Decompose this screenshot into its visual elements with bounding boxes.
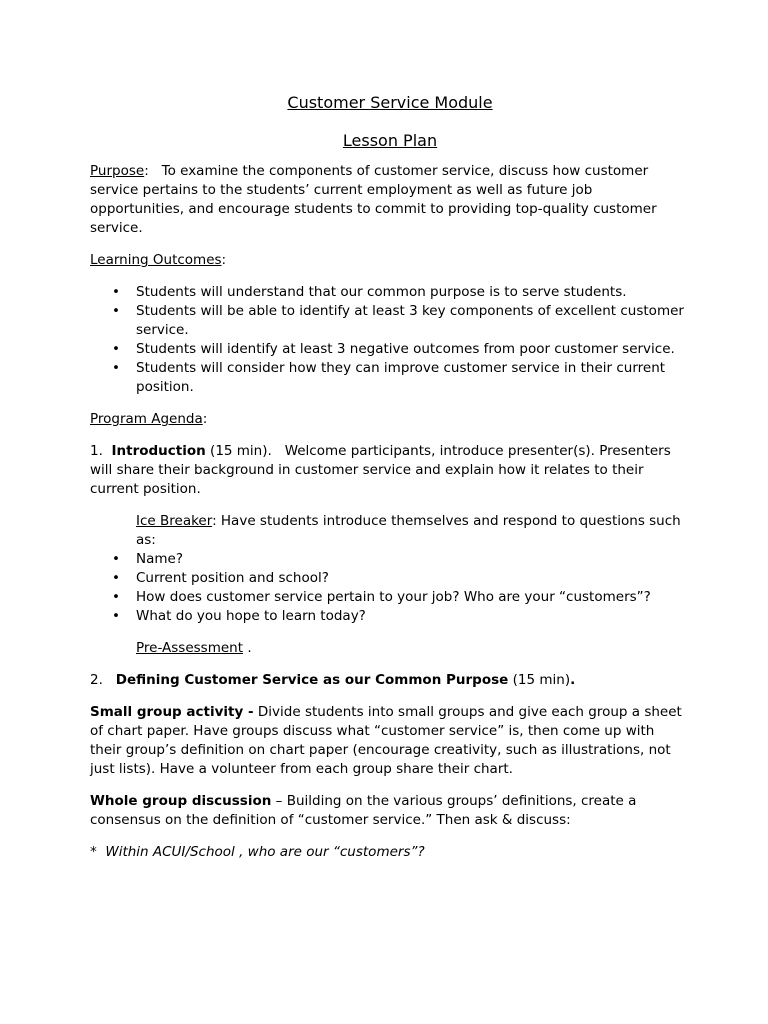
learning-outcomes-colon: : xyxy=(221,252,227,268)
icebreaker-paragraph xyxy=(136,512,690,550)
purpose-paragraph xyxy=(90,162,690,238)
program-agenda-label: Program Agenda xyxy=(90,411,203,427)
discussion-question xyxy=(90,843,690,862)
pre-assessment-label: Pre-Assessment xyxy=(136,640,244,656)
learning-outcomes-label: Learning Outcomes xyxy=(90,252,222,268)
list-item: • Current position and school? xyxy=(136,569,690,588)
small-group-label: Small group activity - xyxy=(90,704,254,720)
purpose-colon: : xyxy=(144,163,149,179)
section-2-duration: (15 min) xyxy=(512,672,571,688)
small-group-paragraph xyxy=(90,703,690,779)
list-item: • Name? xyxy=(136,550,690,569)
purpose-label: Purpose xyxy=(90,163,145,179)
program-agenda-heading xyxy=(90,410,690,429)
small-group-text: Divide students into small groups and give each group a sheet of chart paper. Have groups discuss what “customer service” is, then come up with their group’s definition on chart paper (encourage creativity, such as illustrations, not just lists). Have a volunteer from each group share their chart. xyxy=(90,704,682,777)
section-1-text: Welcome participants, introduce presenter(s). Presenters will share their background in customer service and explain how it relates to their current position. xyxy=(90,443,671,497)
document-title: Customer Service Module xyxy=(287,93,493,112)
purpose-text: To examine the components of customer service, discuss how customer service pertains to the students’ current employment as well as future job opportunities, and encourage students to commit to providing top-quality customer service. xyxy=(90,163,657,236)
list-item: • Students will identify at least 3 negative outcomes from poor customer service. xyxy=(136,340,690,359)
whole-group-label: Whole group discussion xyxy=(90,793,272,809)
section-1-duration: (15 min). xyxy=(210,443,272,459)
document-body xyxy=(90,92,690,875)
list-item: • Students will be able to identify at least 3 key components of excellent customer service. xyxy=(136,302,690,340)
pre-assessment-paragraph xyxy=(136,639,690,658)
icebreaker-text: : Have students introduce themselves and respond to questions such as: xyxy=(136,513,681,548)
list-item: • Students will understand that our common purpose is to serve students. xyxy=(136,283,690,302)
whole-group-paragraph xyxy=(90,792,690,830)
section-1-number: 1. xyxy=(90,443,103,459)
section-2-heading-paragraph xyxy=(90,671,690,690)
question-text: Within ACUI/School , who are our “customers”? xyxy=(105,844,425,860)
section-1-paragraph xyxy=(90,442,690,499)
icebreaker-label: Ice Breaker xyxy=(136,513,213,529)
program-agenda-colon: : xyxy=(202,411,208,427)
learning-outcomes-heading xyxy=(90,251,690,270)
section-2-number: 2. xyxy=(90,672,103,688)
section-2-end: . xyxy=(570,672,576,688)
learning-outcomes-list xyxy=(90,283,690,397)
question-marker: * xyxy=(90,844,97,860)
list-item: • Students will consider how they can improve customer service in their current position. xyxy=(136,359,690,397)
list-item: • How does customer service pertain to your job? Who are your “customers”? xyxy=(136,588,690,607)
list-item: • What do you hope to learn today? xyxy=(136,607,690,626)
section-2-heading: Defining Customer Service as our Common Purpose xyxy=(115,672,509,688)
pre-assessment-suffix: . xyxy=(243,640,252,656)
icebreaker-questions-list xyxy=(90,550,690,626)
document-subtitle: Lesson Plan xyxy=(342,131,438,150)
whole-group-text: – Building on the various groups’ definitions, create a consensus on the definition of “customer service.” Then ask & discuss: xyxy=(90,793,637,828)
section-1-heading: Introduction xyxy=(111,443,206,459)
